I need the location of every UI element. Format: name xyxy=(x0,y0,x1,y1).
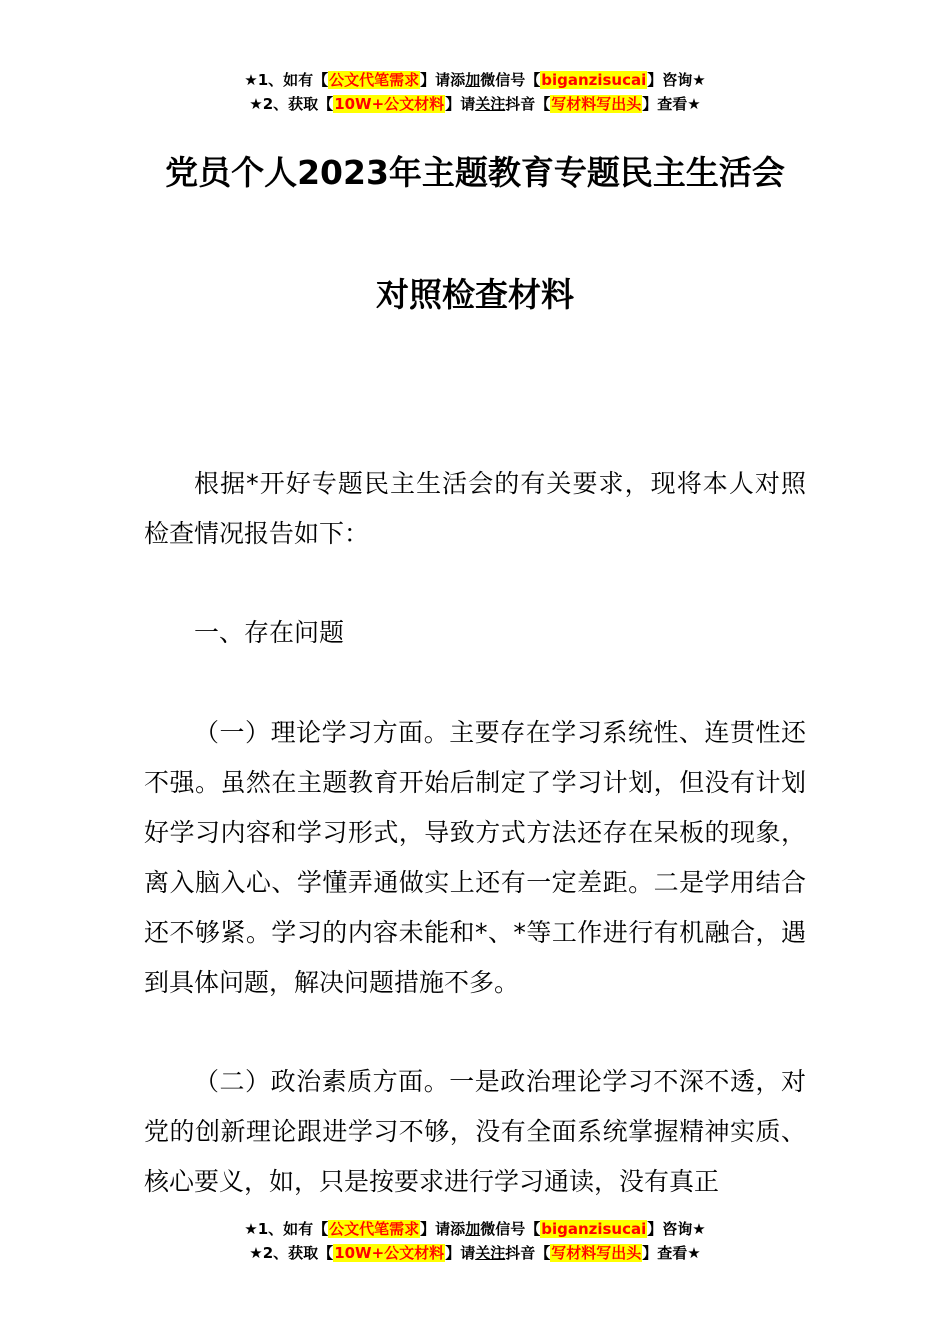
political-quality-paragraph-block xyxy=(144,1057,806,1207)
banner-line-1-underlined: 加 xyxy=(465,71,481,89)
banner-line-2-underlined: 关注 xyxy=(475,95,506,113)
header-banner xyxy=(0,68,950,116)
footer-line-2-prefix: ★2、获取【 xyxy=(249,1244,334,1262)
footer-line-2-highlight-douyin-account: 写材料写出头 xyxy=(551,1244,642,1262)
banner-line-2 xyxy=(0,92,950,116)
intro-paragraph-block xyxy=(144,459,806,559)
document-title-line-2: 对照检查材料 xyxy=(376,275,574,314)
footer-banner-line-2 xyxy=(0,1241,950,1265)
footer-line-1-suffix: 】咨询★ xyxy=(647,1220,706,1238)
footer-banner xyxy=(0,1217,950,1265)
intro-paragraph: 根据*开好专题民主生活会的有关要求，现将本人对照检查情况报告如下： xyxy=(144,469,806,548)
footer-line-1-underlined: 加 xyxy=(465,1220,481,1238)
banner-line-2-suffix: 】查看★ xyxy=(642,95,701,113)
banner-line-1-highlight-wechat-id: biganzisucai xyxy=(541,71,647,89)
footer-line-1-middle-2: 微信号【 xyxy=(480,1220,541,1238)
banner-line-2-highlight-douyin-account: 写材料写出头 xyxy=(551,95,642,113)
footer-line-2-suffix: 】查看★ xyxy=(642,1244,701,1262)
theory-study-paragraph: （一）理论学习方面。主要存在学习系统性、连贯性还不强。虽然在主题教育开始后制定了学习计划，但没有计划好学习内容和学习形式，导致方式方法还存在呆板的现象，离入脑入心、学懂弄通做实上还有一定差距。二是学用结合还不够紧。学习的内容未能和*、*等工作进行有机融合，遇到具体问题，解决问题措施不多。 xyxy=(144,718,806,997)
footer-line-2-middle-2: 抖音【 xyxy=(505,1244,551,1262)
footer-line-2-underlined: 关注 xyxy=(475,1244,506,1262)
footer-line-2-middle: 】请 xyxy=(445,1244,476,1262)
banner-line-2-middle-2: 抖音【 xyxy=(505,95,551,113)
banner-line-1-middle: 】请添 xyxy=(420,71,466,89)
footer-banner-line-1 xyxy=(0,1217,950,1241)
footer-line-1-middle: 】请添 xyxy=(420,1220,466,1238)
banner-line-1-highlight-service: 公文代笔需求 xyxy=(329,71,420,89)
banner-line-1 xyxy=(0,68,950,92)
footer-line-1-highlight-wechat-id: biganzisucai xyxy=(541,1220,647,1238)
banner-line-2-highlight-materials: 10W+公文材料 xyxy=(334,95,445,113)
section-heading: 一、存在问题 xyxy=(194,618,345,647)
banner-line-1-middle-2: 微信号【 xyxy=(480,71,541,89)
banner-line-1-suffix: 】咨询★ xyxy=(647,71,706,89)
footer-line-1-prefix: ★1、如有【 xyxy=(244,1220,329,1238)
banner-line-2-middle: 】请 xyxy=(445,95,476,113)
political-quality-paragraph: （二）政治素质方面。一是政治理论学习不深不透，对党的创新理论跟进学习不够，没有全面系统掌握精神实质、核心要义，如，只是按要求进行学习通读，没有真正 xyxy=(144,1067,806,1196)
footer-line-1-highlight-service: 公文代笔需求 xyxy=(329,1220,420,1238)
banner-line-1-prefix: ★1、如有【 xyxy=(244,71,329,89)
section-heading-block xyxy=(144,608,806,658)
footer-line-2-highlight-materials: 10W+公文材料 xyxy=(334,1244,445,1262)
theory-study-paragraph-block xyxy=(144,708,806,1008)
document-title-line-1: 党员个人2023年主题教育专题民主生活会 xyxy=(165,153,785,192)
banner-line-2-prefix: ★2、获取【 xyxy=(249,95,334,113)
